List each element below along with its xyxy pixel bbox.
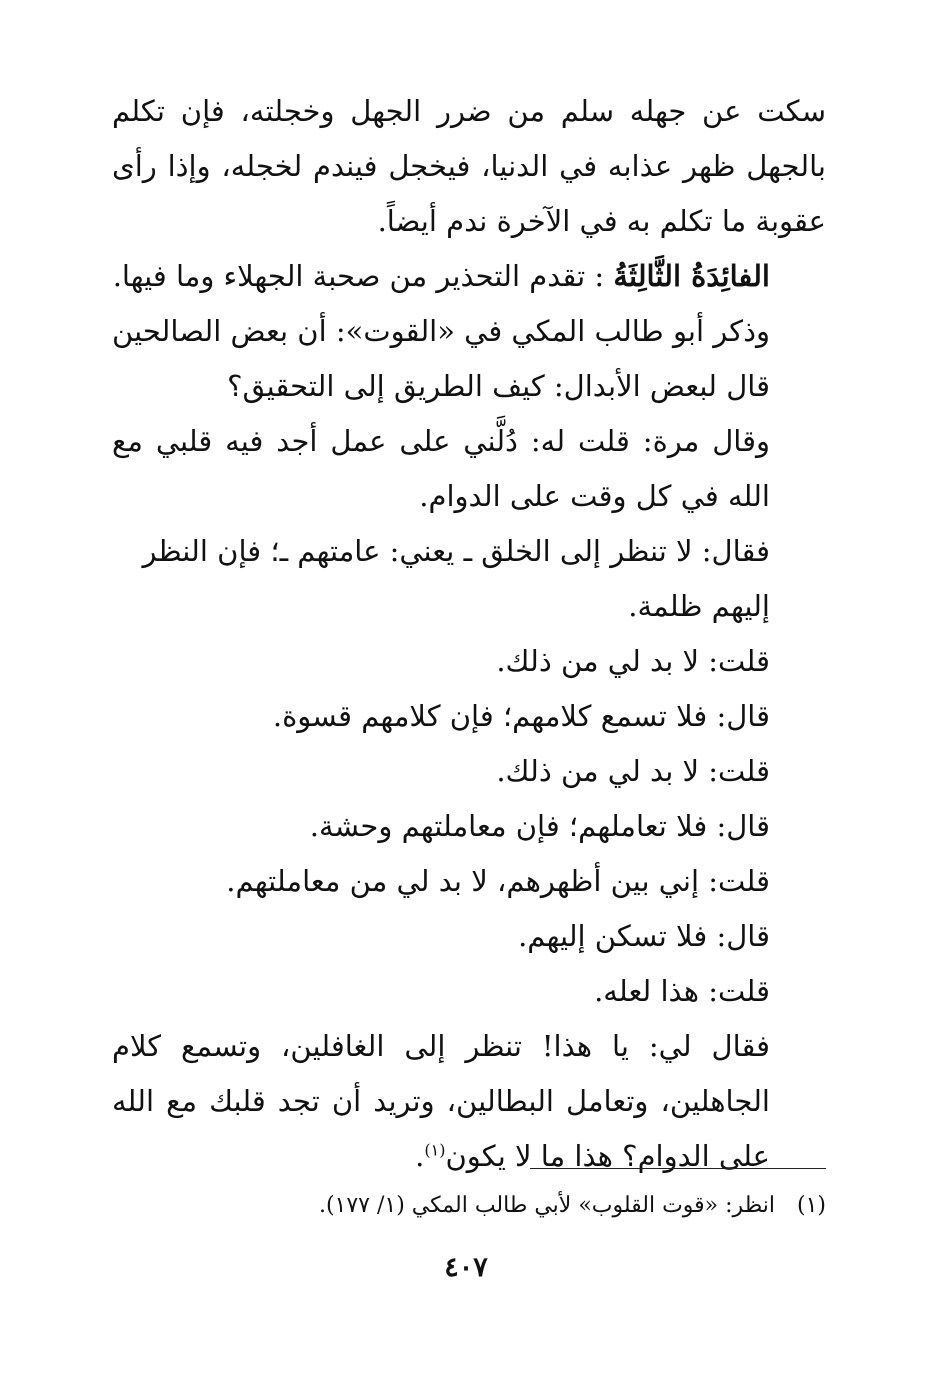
dialogue-line-3-text: قال: فلا تسمع كلامهم؛ فإن كلامهم قسوة.: [272, 699, 770, 733]
footnote-text: انظر: «قوت القلوب» لأبي طالب المكي (١/ ١٧٧).: [318, 1193, 775, 1218]
paragraph-5: [112, 1019, 826, 1184]
dialogue-line-6: [112, 854, 826, 909]
footnote-number: (١): [796, 1193, 826, 1218]
paragraph-3-text: وذكر أبو طالب المكي في «القوت»: أن بعض الصالحين قال لبعض الأبدال: كيف الطريق إلى التحقيق؟: [112, 314, 770, 403]
paragraph-1: [112, 84, 826, 249]
paragraph-1-text: سكت عن جهله سلم من ضرر الجهل وخجلته، فإن تكلم بالجهل ظهر عذابه في الدنيا، فيخجل فيندم لخجله، وإذا رأى عقوبة ما تكلم به في الآخرة ندم أيضاً.: [112, 94, 826, 238]
paragraph-4: [112, 414, 826, 524]
dialogue-line-8: [112, 964, 826, 1019]
benefit-heading: الفائِدَةُ الثَّالِثَةُ: [613, 259, 770, 293]
dialogue-line-8-text: قلت: هذا لعله.: [594, 974, 770, 1008]
dialogue-line-4: [112, 744, 826, 799]
paragraph-3: [112, 304, 826, 414]
dialogue-line-1-text: فقال: لا تنظر إلى الخلق ـ يعني: عامتهم ـ؛ فإن النظر إليهم ظلمة.: [142, 534, 770, 623]
dialogue-line-6-text: قلت: إني بين أظهرهم، لا بد لي من معاملتهم.: [226, 864, 770, 898]
footnote-reference[interactable]: (١): [424, 1140, 446, 1160]
dialogue-line-3: [112, 689, 826, 744]
page-number: ٤٠٧: [444, 1252, 488, 1283]
dialogue-line-7: [112, 909, 826, 964]
paragraph-5-text: فقال لي: يا هذا! تنظر إلى الغافلين، وتسمع كلام الجاهلين، وتعامل البطالين، وتريد أن تجد قلبك مع الله على الدوام؟ هذا ما لا يكون: [112, 1029, 770, 1173]
dialogue-line-2: [112, 634, 826, 689]
dialogue-line-4-text: قلت: لا بد لي من ذلك.: [496, 754, 770, 788]
dialogue-line-5-text: قال: فلا تعاملهم؛ فإن معاملتهم وحشة.: [309, 809, 770, 843]
paragraph-2-text: : تقدم التحذير من صحبة الجهلاء وما فيها.: [112, 259, 605, 293]
dialogue-line-2-text: قلت: لا بد لي من ذلك.: [496, 644, 770, 678]
paragraph-2: [112, 249, 826, 304]
dialogue-line-7-text: قال: فلا تسكن إليهم.: [518, 919, 770, 953]
dialogue-line-1: [112, 524, 826, 634]
paragraph-4-text: وقال مرة: قلت له: دُلَّني على عمل أجد فيه قلبي مع الله في كل وقت على الدوام.: [112, 424, 770, 513]
footnote: [112, 1186, 826, 1226]
dialogue-line-5: [112, 799, 826, 854]
footnote-separator: [530, 1168, 826, 1169]
paragraph-5-end: .: [415, 1139, 425, 1173]
main-text: [112, 84, 826, 1184]
